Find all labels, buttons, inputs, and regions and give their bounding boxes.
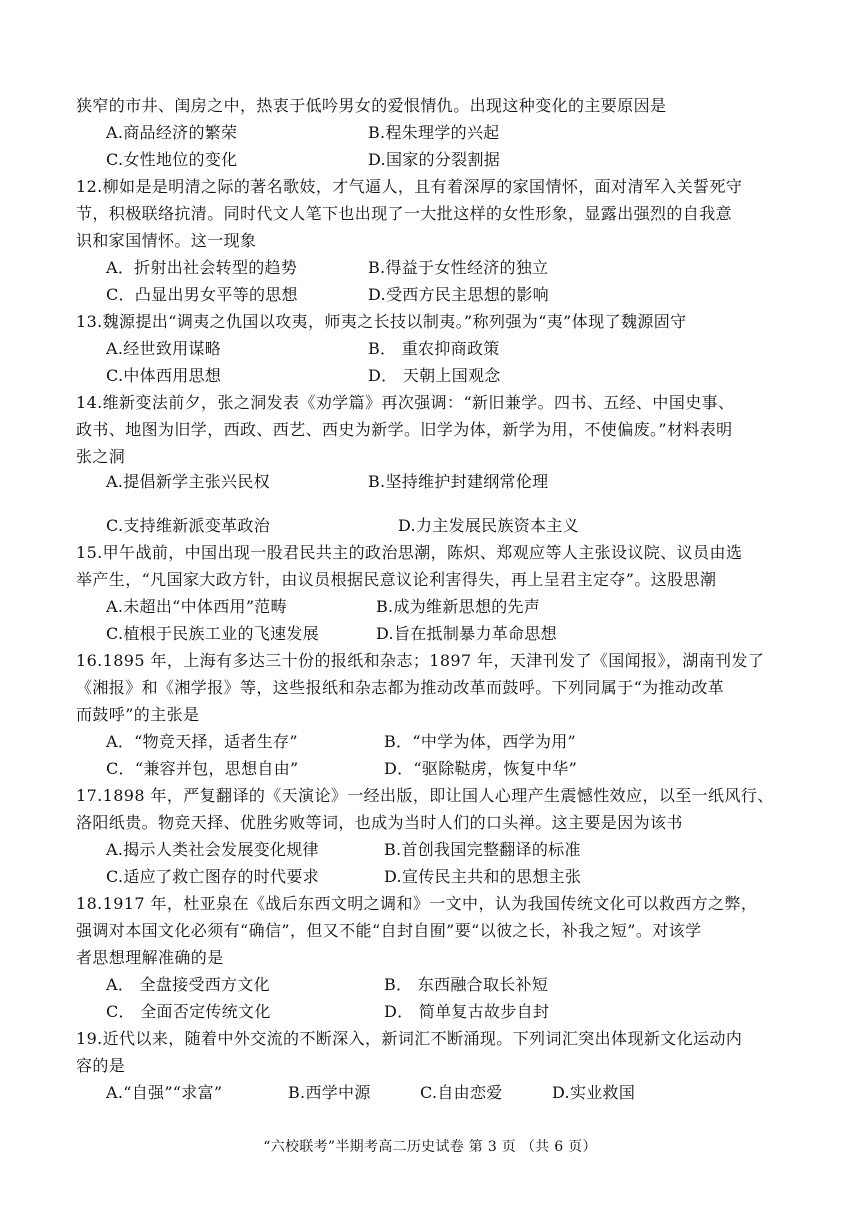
option-16-c: C．“兼容并包，思想自由” xyxy=(106,759,299,778)
option-12-c: C．凸显出男女平等的思想 xyxy=(106,285,298,304)
option-14-b: B.坚持维护封建纲常伦理 xyxy=(368,472,549,491)
option-13-a: A.经世致用谋略 xyxy=(106,339,222,358)
option-13-d: D． 天朝上国观念 xyxy=(368,366,501,385)
question-17-line-2: 洛阳纸贵。物竞天择、优胜劣败等词，也成为当时人们的口头禅。这主要是因为该书 xyxy=(76,813,683,832)
option-15-d: D.旨在抵制暴力革命思想 xyxy=(376,624,557,643)
option-16-b: B．“中学为体，西学为用” xyxy=(384,732,577,751)
option-14-c: C.支持维新派变革政治 xyxy=(106,516,271,535)
option-13-c: C.中体西用思想 xyxy=(106,366,222,385)
option-12-a: A．折射出社会转型的趋势 xyxy=(106,258,298,277)
option-19-c: C.自由恋爱 xyxy=(420,1083,503,1102)
option-15-c: C.植根于民族工业的飞速发展 xyxy=(106,624,319,643)
option-11-c: C.女性地位的变化 xyxy=(106,150,238,169)
option-12-d: D.受西方民主思想的影响 xyxy=(368,285,549,304)
option-12-b: B.得益于女性经济的独立 xyxy=(368,258,549,277)
question-13-line-1: 13.魏源提出“调夷之仇国以攻夷，师夷之长技以制夷。”称列强为“夷”体现了魏源固守 xyxy=(76,312,687,331)
question-19-line-1: 19.近代以来，随着中外交流的不断深入，新词汇不断涌现。下列词汇突出体现新文化运动内 xyxy=(76,1029,743,1048)
option-14-d: D.力主发展民族资本主义 xyxy=(398,516,579,535)
option-18-a: A． 全盘接受西方文化 xyxy=(106,975,270,994)
question-12-line-1: 12.柳如是是明清之际的著名歌妓，才气逼人，且有着深厚的家国情怀，面对清军入关誓死守 xyxy=(76,177,743,196)
question-18-line-3: 者思想理解准确的是 xyxy=(76,948,224,967)
question-11-continuation: 狭窄的市井、闺房之中，热衷于低吟男女的爱恨情仇。出现这种变化的主要原因是 xyxy=(76,96,667,115)
option-18-d: D． 简单复古故步自封 xyxy=(384,1002,550,1021)
option-11-b: B.程朱理学的兴起 xyxy=(368,123,500,142)
option-13-b: B． 重农抑商政策 xyxy=(368,339,500,358)
question-17-line-1: 17.1898 年，严复翻译的《天演论》一经出版，即让国人心理产生震憾性效应，以至一纸风行、 xyxy=(76,786,774,805)
question-14-line-2: 政书、地图为旧学，西政、西艺、西史为新学。旧学为体，新学为用，不使偏废。”材料表明 xyxy=(76,420,733,439)
option-15-b: B.成为维新思想的先声 xyxy=(376,597,541,616)
option-19-d: D.实业救国 xyxy=(552,1083,636,1102)
option-17-c: C.适应了救亡图存的时代要求 xyxy=(106,867,319,886)
option-16-a: A．“物竞天择，适者生存” xyxy=(106,732,298,751)
page-footer: “六校联考”半期考高二历史试卷 第 3 页 （共 6 页） xyxy=(263,1139,597,1155)
question-19-line-2: 容的是 xyxy=(76,1056,126,1075)
question-16-line-1: 16.1895 年，上海有多达三十份的报纸和杂志；1897 年，天津刊发了《国闻报》，湖南刊发了 xyxy=(76,651,765,670)
option-11-d: D.国家的分裂割据 xyxy=(368,150,501,169)
option-17-d: D.宣传民主共和的思想主张 xyxy=(384,867,582,886)
option-19-a: A.“自强”“求富” xyxy=(106,1083,223,1102)
question-18-line-1: 18.1917 年，杜亚泉在《战后东西文明之调和》一文中，认为我国传统文化可以救西方之弊， xyxy=(76,894,758,913)
option-17-a: A.揭示人类社会发展变化规律 xyxy=(106,840,319,859)
question-18-line-2: 强调对本国文化必须有“确信”，但又不能“自封自囿”要“以彼之长，补我之短”。对该学 xyxy=(76,921,702,940)
question-12-line-3: 识和家国情怀。这一现象 xyxy=(76,231,257,250)
question-15-line-2: 举产生，“凡国家大政方针，由议员根据民意议论利害得失，再上呈君主定夺”。这股思潮 xyxy=(76,570,717,589)
question-14-line-3: 张之洞 xyxy=(76,447,126,466)
question-14-line-1: 14.维新变法前夕，张之洞发表《劝学篇》再次强调：“新旧兼学。四书、五经、中国史事、 xyxy=(76,393,735,412)
question-16-line-2: 《湘报》和《湘学报》等，这些报纸和杂志都为推动改革而鼓呼。下列同属于“为推动改革 xyxy=(76,678,725,697)
option-17-b: B.首创我国完整翻译的标准 xyxy=(384,840,581,859)
question-12-line-2: 节，积极联络抗清。同时代文人笔下也出现了一大批这样的女性形象，显露出强烈的自我意 xyxy=(76,204,733,223)
option-16-d: D．“驱除鞑虏，恢复中华” xyxy=(384,759,578,778)
option-11-a: A.商品经济的繁荣 xyxy=(106,123,238,142)
question-15-line-1: 15.甲午战前，中国出现一股君民共主的政治思潮，陈炽、郑观应等人主张设议院、议员由选 xyxy=(76,543,743,562)
option-14-a: A.提倡新学主张兴民权 xyxy=(106,472,270,491)
question-16-line-3: 而鼓呼”的主张是 xyxy=(76,705,200,724)
option-18-b: B． 东西融合取长补短 xyxy=(384,975,549,994)
option-15-a: A.未超出“中体西用”范畴 xyxy=(106,597,287,616)
option-19-b: B.西学中源 xyxy=(288,1083,371,1102)
option-18-c: C． 全面否定传统文化 xyxy=(106,1002,271,1021)
